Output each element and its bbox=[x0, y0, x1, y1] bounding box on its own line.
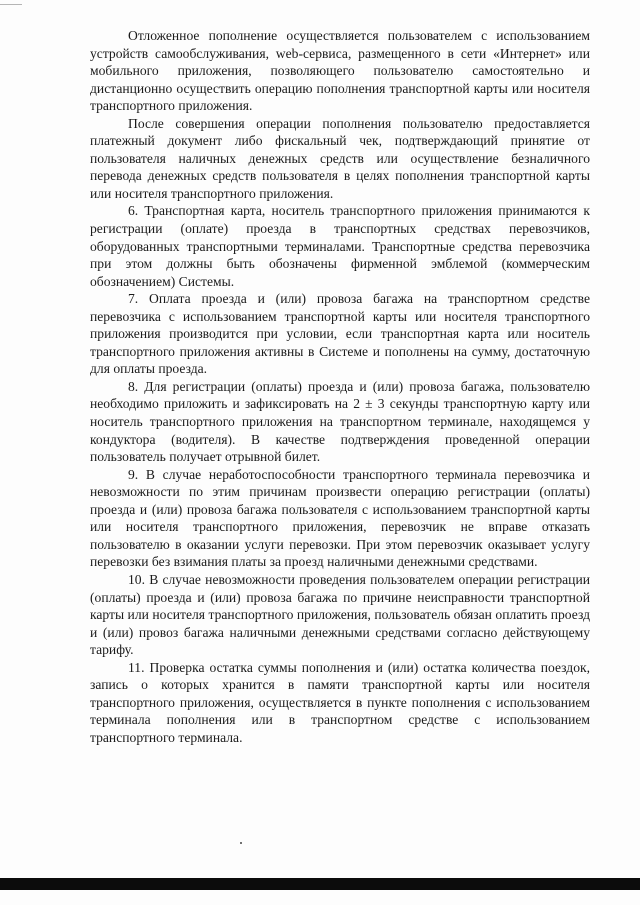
paragraph-payment-document: После совершения операции пополнения пользователю предоставляется платежный документ либо фискальный чек, подтверждающий принятие от пользователя наличных денежных средств или осуществление безналичного перевода денежных средств пользователя в целях пополнения транспортной карты или носителя транспортного приложения. bbox=[90, 115, 590, 201]
document-body bbox=[90, 27, 590, 746]
paragraph-item-9: 9. В случае неработоспособности транспортного терминала перевозчика и невозможности по этим причинам произвести операцию регистрации (оплаты) проезда и (или) провоза багажа пользователя с использованием транспортной карты или носителя транспортного приложения, перевозчик не вправе отказать пользователю в оказании услуги перевозки. При этом перевозчик оказывает услугу перевозки без взимания платы за проезд наличными денежными средствами. bbox=[90, 466, 590, 570]
paragraph-item-10: 10. В случае невозможности проведения пользователем операции регистрации (оплаты) проезда и (или) провоза багажа по причине неисправности транспортной карты или носителя транспортного приложения, пользователь обязан оплатить проезд и (или) провоз багажа наличными денежными средствами согласно действующему тарифу. bbox=[90, 571, 590, 658]
paragraph-deferred-top-up: Отложенное пополнение осуществляется пользователем с использованием устройств самообслуживания, web-сервиса, размещенного в сети «Интернет» или мобильного приложения, позволяющего пользователю самостоятельно и дистанционно осуществить операцию пополнения транспортной карты или носителя транспортного приложения. bbox=[90, 28, 590, 114]
scan-bottom-edge bbox=[0, 878, 640, 890]
paragraph-item-8: 8. Для регистрации (оплаты) проезда и (или) провоза багажа, пользователю необходимо приложить и зафиксировать на 2 ± 3 секунды транспортную карту или носитель транспортного приложения на транспортном терминале, находящемся у кондуктора (водителя). В качестве подтверждения проведенной операции пользователь получает отрывной билет. bbox=[90, 378, 590, 465]
paragraph-item-11: 11. Проверка остатка суммы пополнения и (или) остатка количества поездок, запись о которых хранится в памяти транспортной карты или носителя транспортного приложения, осуществляется в пункте пополнения с использованием терминала пополнения или в транспортном средстве с использованием транспортного терминала. bbox=[90, 659, 590, 745]
paragraph-item-7: 7. Оплата проезда и (или) провоза багажа на транспортном средстве перевозчика с использованием транспортной карты или носителя транспортного приложения производится при условии, если транспортная карта или носитель транспортного приложения активны в Системе и пополнены на сумму, достаточную для оплаты проезда. bbox=[90, 291, 590, 377]
paragraph-item-6: 6. Транспортная карта, носитель транспортного приложения принимаются к регистрации (оплате) проезда в транспортных средствах перевозчиков, оборудованных транспортными терминалами. Транспортные средства перевозчика при этом должны быть обозначены фирменной эмблемой (коммерческим обозначением) Системы. bbox=[90, 203, 590, 289]
scan-speck bbox=[240, 842, 242, 844]
scan-corner-mark bbox=[0, 4, 22, 5]
